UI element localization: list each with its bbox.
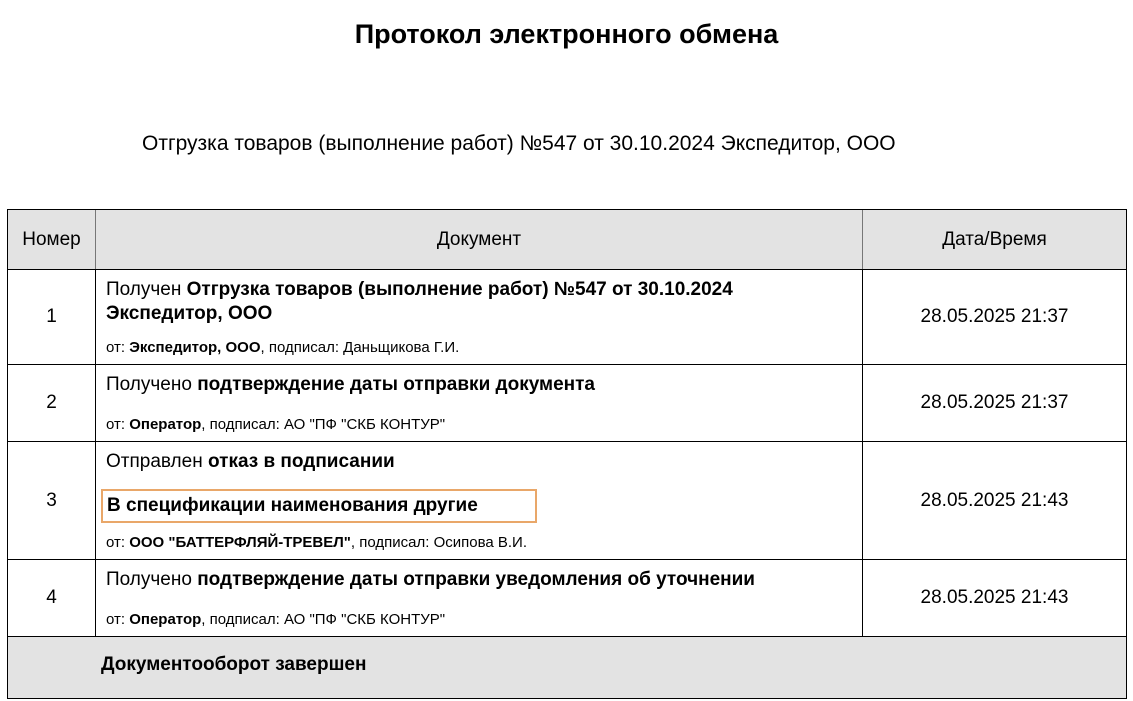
- from-label: от:: [106, 534, 130, 551]
- signer-name: Осипова В.И.: [433, 534, 528, 551]
- table-row: [8, 365, 1126, 442]
- row-datetime: 28.05.2025 21:37: [920, 392, 1069, 413]
- row-number: 4: [8, 560, 96, 636]
- signer-name: АО "ПФ "СКБ КОНТУР": [283, 611, 446, 628]
- signed-label: , подписал:: [350, 534, 434, 551]
- row-document: [96, 270, 863, 364]
- document-subtitle: Отгрузка товаров (выполнение работ) №547 от 30.10.2024 Экспедитор, ООО: [142, 132, 896, 155]
- row-datetime: 28.05.2025 21:43: [920, 587, 1069, 608]
- document-name: Отгрузка товаров (выполнение работ) №547 от 30.10.2024 Экспедитор, ООО: [106, 279, 733, 324]
- rejection-reason: В спецификации наименования другие: [101, 489, 537, 523]
- header-datetime: Дата/Время: [942, 228, 1047, 250]
- sender-line: [106, 611, 445, 629]
- document-name: подтверждение даты отправки уведомления об уточнении: [197, 569, 755, 590]
- sender-line: [106, 339, 459, 357]
- row-number: 2: [8, 365, 96, 441]
- from-label: от:: [106, 611, 130, 628]
- header-number: Номер: [8, 210, 96, 269]
- sender-line: [106, 416, 445, 434]
- event-status: Отправлен: [106, 451, 208, 472]
- signer-name: АО "ПФ "СКБ КОНТУР": [283, 416, 446, 433]
- event-status: Получен: [106, 279, 187, 300]
- signer-name: Даньщикова Г.И.: [343, 339, 460, 356]
- event-status: Получено: [106, 569, 198, 590]
- signed-label: , подписал:: [201, 611, 284, 628]
- event-description: [106, 278, 822, 326]
- document-name: отказ в подписании: [208, 451, 395, 472]
- event-description: [106, 373, 822, 397]
- sender-name: Оператор: [129, 611, 202, 628]
- table-row: [8, 442, 1126, 560]
- header-document: Документ: [96, 210, 863, 269]
- table-footer: [8, 637, 1126, 698]
- page-title: Протокол электронного обмена: [354, 19, 779, 49]
- exchange-table: [7, 209, 1127, 699]
- sender-name: Экспедитор, ООО: [129, 339, 261, 356]
- table-header-row: [8, 210, 1126, 270]
- row-document: [96, 560, 863, 636]
- event-status: Получено: [106, 374, 198, 395]
- sender-line: [106, 534, 527, 552]
- event-description: [106, 450, 822, 474]
- signed-label: , подписал:: [260, 339, 344, 356]
- sender-name: Оператор: [129, 416, 202, 433]
- event-description: [106, 568, 822, 592]
- row-number: 3: [8, 442, 96, 559]
- row-document: [96, 442, 863, 559]
- from-label: от:: [106, 416, 130, 433]
- signed-label: , подписал:: [201, 416, 284, 433]
- document-name: подтверждение даты отправки документа: [197, 374, 595, 395]
- workflow-status: Документооборот завершен: [101, 654, 367, 675]
- row-number: 1: [8, 270, 96, 364]
- row-document: [96, 365, 863, 441]
- table-row: [8, 560, 1126, 637]
- row-datetime: 28.05.2025 21:43: [920, 489, 1069, 511]
- row-datetime: 28.05.2025 21:37: [920, 306, 1069, 327]
- sender-name: ООО "БАТТЕРФЛЯЙ-ТРЕВЕЛ": [129, 534, 351, 551]
- table-row: [8, 270, 1126, 365]
- from-label: от:: [106, 339, 130, 356]
